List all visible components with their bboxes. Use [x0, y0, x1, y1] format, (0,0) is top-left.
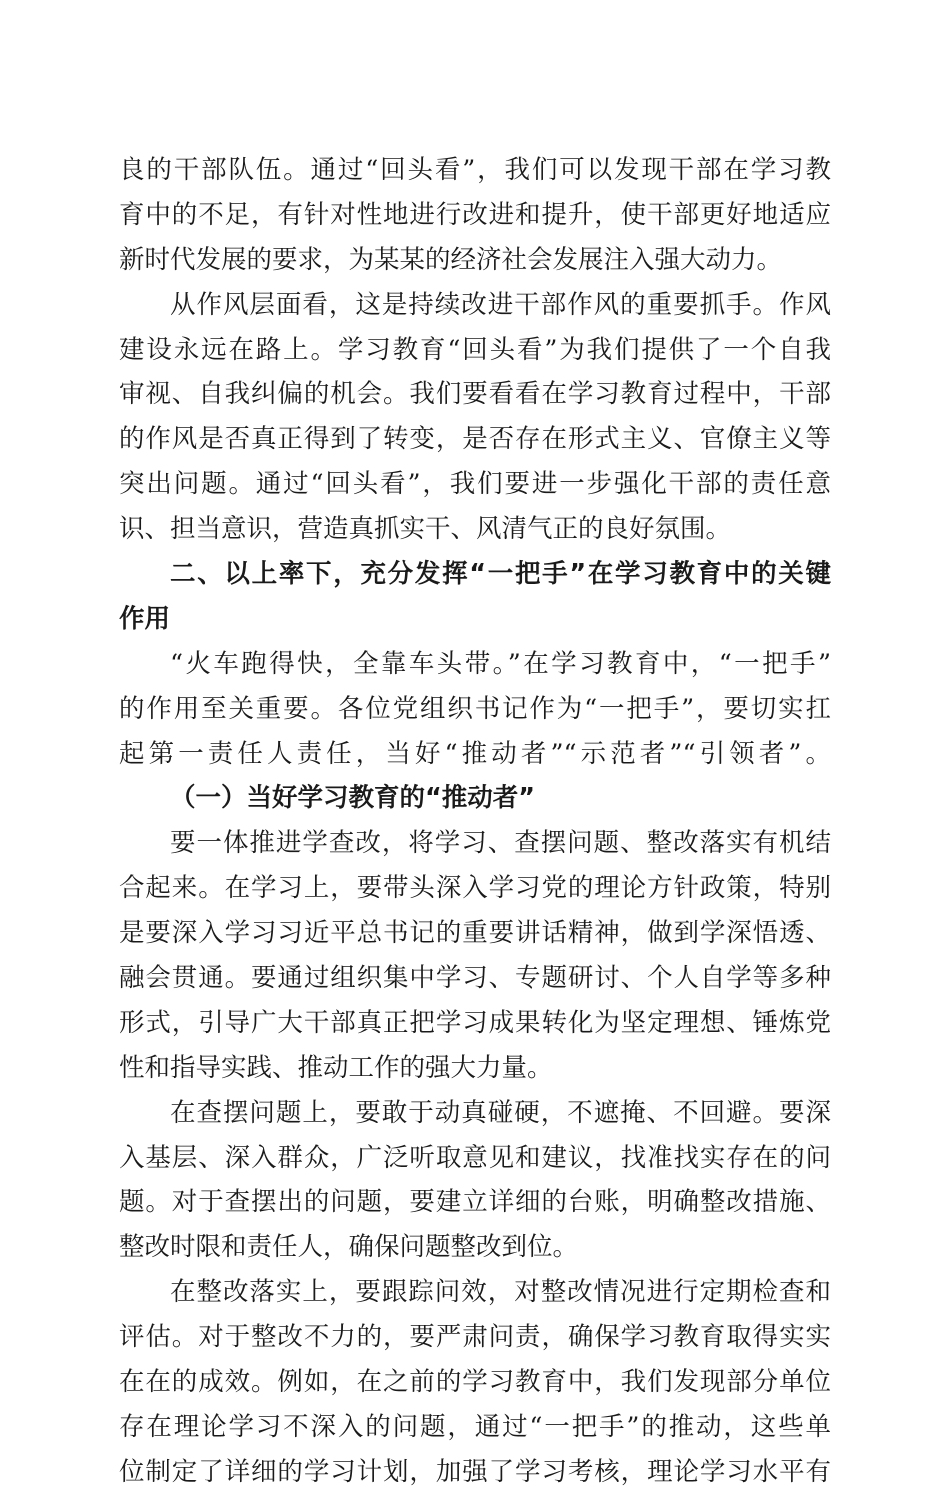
text-line: 评估。对于整改不力的，要严肃问责，确保学习教育取得实实	[119, 1322, 831, 1353]
text-line: 融会贯通。要通过组织集中学习、专题研讨、个人自学等多种	[119, 963, 831, 994]
text-line: 合起来。在学习上，要带头深入学习党的理论方针政策，特别	[119, 873, 831, 904]
text-line: 是要深入学习习近平总书记的重要讲话精神，做到学深悟透、	[119, 918, 831, 949]
text-line: “火车跑得快，全靠车头带。”在学习教育中，“一把手”	[170, 648, 831, 679]
text-line: 建设永远在路上。学习教育“回头看”为我们提供了一个自我	[119, 334, 831, 365]
text-line: 在整改落实上，要跟踪问效，对整改情况进行定期检查和	[170, 1277, 831, 1308]
section-heading: 二、以上率下，充分发挥“一把手”在学习教育中的关键	[170, 559, 831, 590]
text-line: 存在理论学习不深入的问题，通过“一把手”的推动，这些单	[119, 1411, 831, 1442]
text-line: 入基层、深入群众，广泛听取意见和建议，找准找实存在的问	[119, 1142, 831, 1173]
text-line: 在查摆问题上，要敢于动真碰硬，不遮掩、不回避。要深	[170, 1097, 831, 1128]
text-line: 从作风层面看，这是持续改进干部作风的重要抓手。作风	[170, 289, 831, 320]
text-line: 在在的成效。例如，在之前的学习教育中，我们发现部分单位	[119, 1367, 831, 1398]
text-line: 整改时限和责任人，确保问题整改到位。	[119, 1232, 579, 1263]
text-line: 性和指导实践、推动工作的强大力量。	[119, 1052, 553, 1083]
text-line: 识、担当意识，营造真抓实干、风清气正的良好氛围。	[119, 514, 732, 545]
text-line: 育中的不足，有针对性地进行改进和提升，使干部更好地适应	[119, 199, 831, 230]
text-line: 起第一责任人责任，当好“推动者”“示范者”“引领者”。	[119, 738, 831, 769]
text-line: 题。对于查摆出的问题，要建立详细的台账，明确整改措施、	[119, 1187, 831, 1218]
section-heading: 作用	[119, 603, 171, 634]
text-line: 新时代发展的要求，为某某的经济社会发展注入强大动力。	[119, 244, 783, 275]
text-line: 的作风是否真正得到了转变，是否存在形式主义、官僚主义等	[119, 424, 831, 455]
document-page	[119, 148, 831, 1495]
text-line: 的作用至关重要。各位党组织书记作为“一把手”，要切实扛	[119, 693, 831, 724]
text-line: 良的干部队伍。通过“回头看”，我们可以发现干部在学习教	[119, 155, 831, 185]
text-line: 位制定了详细的学习计划，加强了学习考核，理论学习水平有	[119, 1456, 831, 1487]
subsection-heading: （一）当好学习教育的“推动者”	[170, 783, 536, 814]
text-line: 审视、自我纠偏的机会。我们要看看在学习教育过程中，干部	[119, 379, 831, 410]
text-line: 突出问题。通过“回头看”，我们要进一步强化干部的责任意	[119, 469, 831, 500]
text-line: 形式，引导广大干部真正把学习成果转化为坚定理想、锤炼党	[119, 1007, 831, 1038]
text-line: 要一体推进学查改，将学习、查摆问题、整改落实有机结	[170, 828, 831, 859]
